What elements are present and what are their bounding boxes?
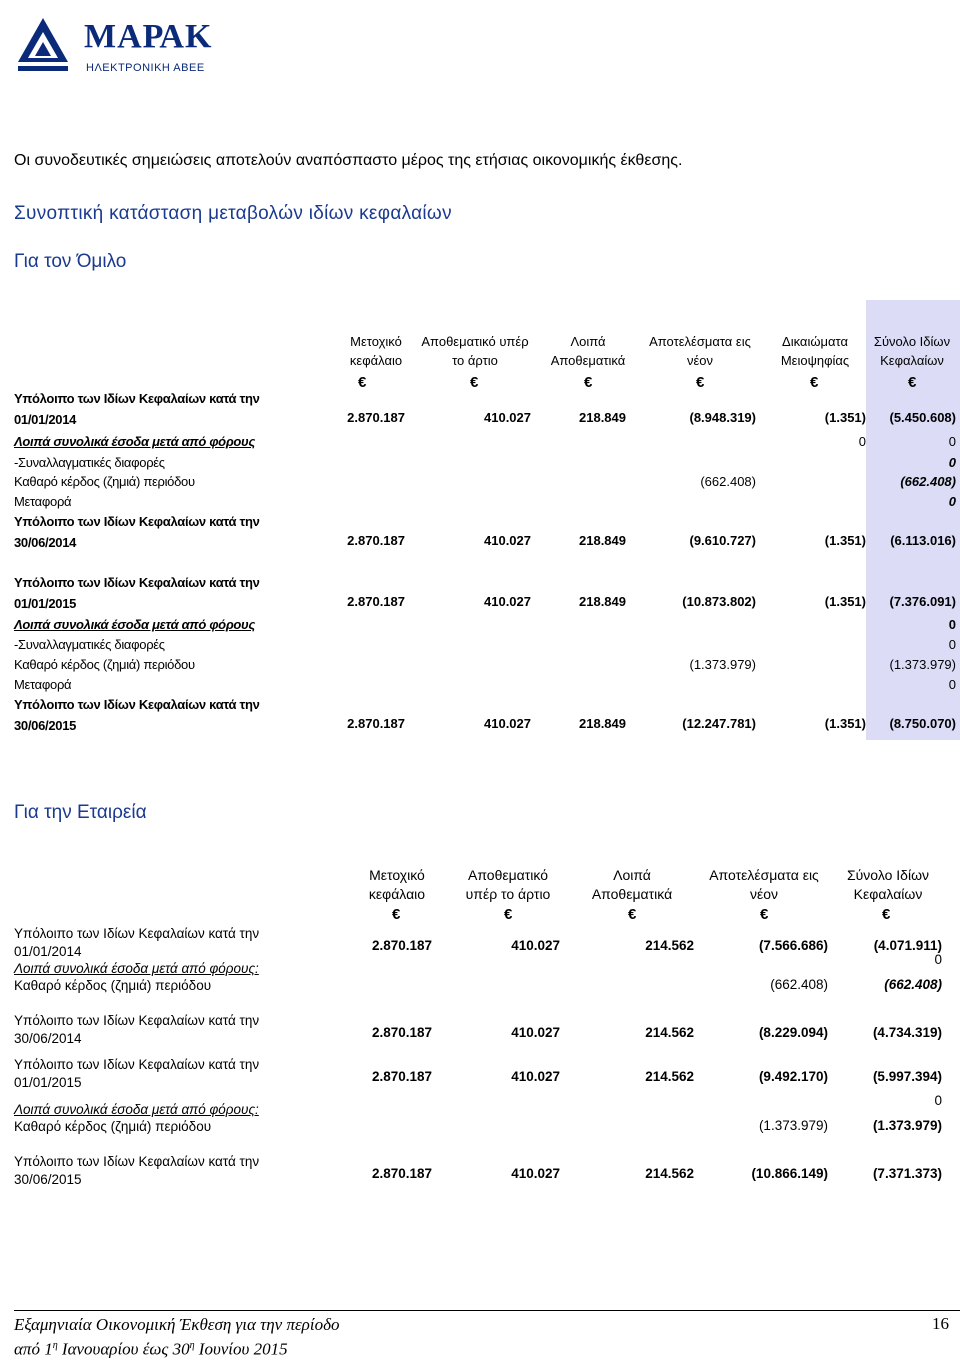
intro-note: Οι συνοδευτικές σημειώσεις αποτελούν αναπόσπαστο μέρος της ετήσιας οικονομικής έκθεσης. <box>14 152 683 169</box>
company-col-header-line: Σύνολο Ιδίων <box>846 867 930 883</box>
group-row-label: Καθαρό κέρδος (ζημιά) περιόδου <box>14 657 195 672</box>
group-row-label: Λοιπά συνολικά έσοδα μετά από φόρους <box>14 617 256 632</box>
group-cell: (6.113.016) <box>890 533 956 548</box>
group-currency-symbol: € <box>358 374 367 391</box>
company-cell: 2.870.187 <box>371 1069 432 1084</box>
group-cell: 0 <box>948 434 956 449</box>
group-row-label: Λοιπά συνολικά έσοδα μετά από φόρους <box>14 434 256 449</box>
group-row-date: 01/01/2015 <box>14 596 77 611</box>
company-row-date: 30/06/2015 <box>14 1172 82 1187</box>
company-row-label: Καθαρό κέρδος (ζημιά) περιόδου <box>14 1119 212 1134</box>
company-row-label: Υπόλοιπο των Ιδίων Κεφαλαίων κατά την <box>14 926 260 941</box>
group-cell: (1.351) <box>824 594 866 609</box>
group-cell: 218.849 <box>579 533 626 548</box>
group-cell: 2.870.187 <box>347 594 405 609</box>
company-cell: 2.870.187 <box>371 938 432 953</box>
company-cell: (7.566.686) <box>758 938 828 953</box>
group-col-header-line: Σύνολο Ιδίων <box>873 334 951 349</box>
company-cell: 410.027 <box>511 1069 560 1084</box>
group-col-header <box>533 332 643 370</box>
group-cell: 218.849 <box>579 594 626 609</box>
company-cell: 410.027 <box>511 938 560 953</box>
company-col-header-line: Μετοχικό <box>369 867 425 883</box>
footer-divider <box>14 1310 960 1311</box>
group-currency-symbol: € <box>908 374 917 391</box>
page-title: Συνοπτική κατάσταση μεταβολών ιδίων κεφαλαίων <box>14 203 452 224</box>
company-col-header <box>577 866 687 904</box>
group-cell: 2.870.187 <box>347 410 405 425</box>
footer-sup-1: η <box>52 1340 58 1351</box>
company-cell: 2.870.187 <box>371 1166 432 1181</box>
company-cell: (662.408) <box>770 977 828 992</box>
company-row-label: Λοιπά συνολικά έσοδα μετά από φόρους: <box>14 1102 259 1117</box>
logo-emblem-icon <box>12 14 74 76</box>
group-cell: 410.027 <box>484 533 531 548</box>
group-cell: (1.373.979) <box>889 657 956 672</box>
company-row-label: Υπόλοιπο των Ιδίων Κεφαλαίων κατά την <box>14 1154 260 1169</box>
group-cell: (662.408) <box>700 474 756 489</box>
group-cell: (10.873.802) <box>682 594 756 609</box>
company-col-header-line: νέον <box>749 886 779 902</box>
group-cell: (7.376.091) <box>889 594 956 609</box>
group-col-header <box>331 332 421 370</box>
company-cell: 214.562 <box>645 1069 694 1084</box>
group-row-label: Μεταφορά <box>14 677 72 692</box>
company-row-date: 30/06/2014 <box>14 1031 82 1046</box>
group-cell: (662.408) <box>900 474 956 489</box>
company-cell: 410.027 <box>511 1166 560 1181</box>
company-col-header <box>833 866 943 904</box>
footer-line-2-a: από 1 <box>14 1339 53 1359</box>
company-cell: (1.373.979) <box>872 1118 942 1133</box>
group-col-header-line: Μετοχικό <box>350 334 402 349</box>
group-cell: (12.247.781) <box>682 716 756 731</box>
company-cell: (9.492.170) <box>758 1069 828 1084</box>
group-col-header-line: νέον <box>686 353 714 368</box>
group-cell: (1.373.979) <box>689 657 756 672</box>
logo-subtitle: ΗΛΕΚΤΡΟΝΙΚΗ ΑΒΕΕ <box>86 62 205 74</box>
company-cell: (1.373.979) <box>758 1118 828 1133</box>
company-currency-symbol: € <box>882 906 891 923</box>
group-cell: 2.870.187 <box>347 533 405 548</box>
company-cell: (662.408) <box>884 977 942 992</box>
company-col-header-line: Αποτελέσματα εις <box>709 867 819 883</box>
company-col-header-line: Κεφαλαίων <box>853 886 923 902</box>
company-row-label: Υπόλοιπο των Ιδίων Κεφαλαίων κατά την <box>14 1013 260 1028</box>
company-col-header <box>448 866 568 904</box>
company-col-header-line: Αποθεματικό <box>467 867 549 883</box>
group-col-header <box>635 332 765 370</box>
group-cell: 0 <box>948 494 956 509</box>
company-col-header-line: υπέρ το άρτιο <box>465 886 551 902</box>
group-cell: 218.849 <box>579 716 626 731</box>
company-cell: (5.997.394) <box>872 1069 942 1084</box>
group-col-header-line: Λοιπά <box>570 334 606 349</box>
group-cell: (5.450.608) <box>889 410 956 425</box>
group-cell: 0 <box>948 637 956 652</box>
group-cell: 410.027 <box>484 410 531 425</box>
company-cell: (4.734.319) <box>872 1025 942 1040</box>
group-col-header-line: κεφάλαιο <box>349 353 403 368</box>
group-cell: (8.948.319) <box>689 410 756 425</box>
group-col-header <box>412 332 538 370</box>
company-currency-symbol: € <box>504 906 513 923</box>
company-cell: 410.027 <box>511 1025 560 1040</box>
group-currency-symbol: € <box>810 374 819 391</box>
group-cell: 2.870.187 <box>347 716 405 731</box>
group-currency-symbol: € <box>470 374 479 391</box>
group-row-date: 30/06/2015 <box>14 718 77 733</box>
company-col-header-line: Λοιπά <box>613 867 651 883</box>
group-col-header-line: Κεφαλαίων <box>880 353 944 368</box>
group-row-label: Καθαρό κέρδος (ζημιά) περιόδου <box>14 474 195 489</box>
footer-line-2-c: Ιουνίου 2015 <box>194 1339 288 1359</box>
group-col-header <box>864 332 960 370</box>
company-section-title: Για την Εταιρεία <box>14 802 147 823</box>
company-cell: 214.562 <box>645 1166 694 1181</box>
group-row-label: Υπόλοιπο των Ιδίων Κεφαλαίων κατά την <box>14 514 260 529</box>
group-row-date: 01/01/2014 <box>14 412 77 427</box>
company-cell: (7.371.373) <box>872 1166 942 1181</box>
group-currency-symbol: € <box>696 374 705 391</box>
company-row-date: 01/01/2015 <box>14 1075 82 1090</box>
group-row-date: 30/06/2014 <box>14 535 77 550</box>
company-cell: 2.870.187 <box>371 1025 432 1040</box>
group-col-header-line: Δικαιώματα <box>782 334 848 349</box>
group-cell: (8.750.070) <box>889 716 956 731</box>
company-row-date: 01/01/2014 <box>14 944 82 959</box>
footer-sup-2: η <box>189 1340 195 1351</box>
group-row-label: -Συναλλαγματικές διαφορές <box>14 455 165 470</box>
group-cell: 0 <box>858 434 866 449</box>
group-cell: 0 <box>948 677 956 692</box>
group-col-header <box>760 332 870 370</box>
company-cell: (8.229.094) <box>758 1025 828 1040</box>
company-cell: 0 <box>934 952 942 967</box>
group-currency-symbol: € <box>584 374 593 391</box>
group-cell: (1.351) <box>824 716 866 731</box>
group-col-header-line: Μειοψηφίας <box>780 353 850 368</box>
group-cell: (1.351) <box>824 410 866 425</box>
group-row-label: Μεταφορά <box>14 494 72 509</box>
group-row-label: -Συναλλαγματικές διαφορές <box>14 637 165 652</box>
page-number: 16 <box>932 1314 949 1333</box>
company-cell: 214.562 <box>645 1025 694 1040</box>
group-cell: (1.351) <box>824 533 866 548</box>
company-currency-symbol: € <box>760 906 769 923</box>
group-cell: 218.849 <box>579 410 626 425</box>
group-cell: (9.610.727) <box>689 533 756 548</box>
company-currency-symbol: € <box>392 906 401 923</box>
group-section-title: Για τον Όμιλο <box>14 251 127 272</box>
company-col-header <box>694 866 834 904</box>
group-cell: 410.027 <box>484 716 531 731</box>
logo-name: ΜΑΡΑΚ <box>84 18 213 55</box>
company-col-header-line: κεφάλαιο <box>368 886 426 902</box>
footer-line-2-b: Ιανουαρίου έως 30 <box>57 1339 190 1359</box>
group-row-label: Υπόλοιπο των Ιδίων Κεφαλαίων κατά την <box>14 575 260 590</box>
group-col-header-line: το άρτιο <box>452 353 498 368</box>
company-col-header <box>352 866 442 904</box>
company-cell: (4.071.911) <box>873 938 942 953</box>
footer-text <box>14 1314 339 1360</box>
company-row-label: Καθαρό κέρδος (ζημιά) περιόδου <box>14 978 212 993</box>
group-col-header-line: Αποθεματικό υπέρ <box>421 334 529 349</box>
group-col-header-line: Αποθεματικά <box>550 353 626 368</box>
group-cell: 410.027 <box>484 594 531 609</box>
group-cell: 0 <box>948 455 956 470</box>
company-cell: (10.866.149) <box>751 1166 828 1181</box>
group-row-label: Υπόλοιπο των Ιδίων Κεφαλαίων κατά την <box>14 697 260 712</box>
group-cell: 0 <box>948 617 956 632</box>
footer-line-1: Εξαμηνιαία Οικονομική Έκθεση για την περίοδο <box>14 1315 340 1334</box>
company-currency-symbol: € <box>628 906 637 923</box>
company-row-label: Υπόλοιπο των Ιδίων Κεφαλαίων κατά την <box>14 1057 260 1072</box>
group-row-label: Υπόλοιπο των Ιδίων Κεφαλαίων κατά την <box>14 391 260 406</box>
company-cell: 0 <box>934 1093 942 1108</box>
company-col-header-line: Αποθεματικά <box>591 886 673 902</box>
company-cell: 214.562 <box>645 938 694 953</box>
company-row-label: Λοιπά συνολικά έσοδα μετά από φόρους: <box>14 961 259 976</box>
group-col-header-line: Αποτελέσματα εις <box>649 334 751 349</box>
